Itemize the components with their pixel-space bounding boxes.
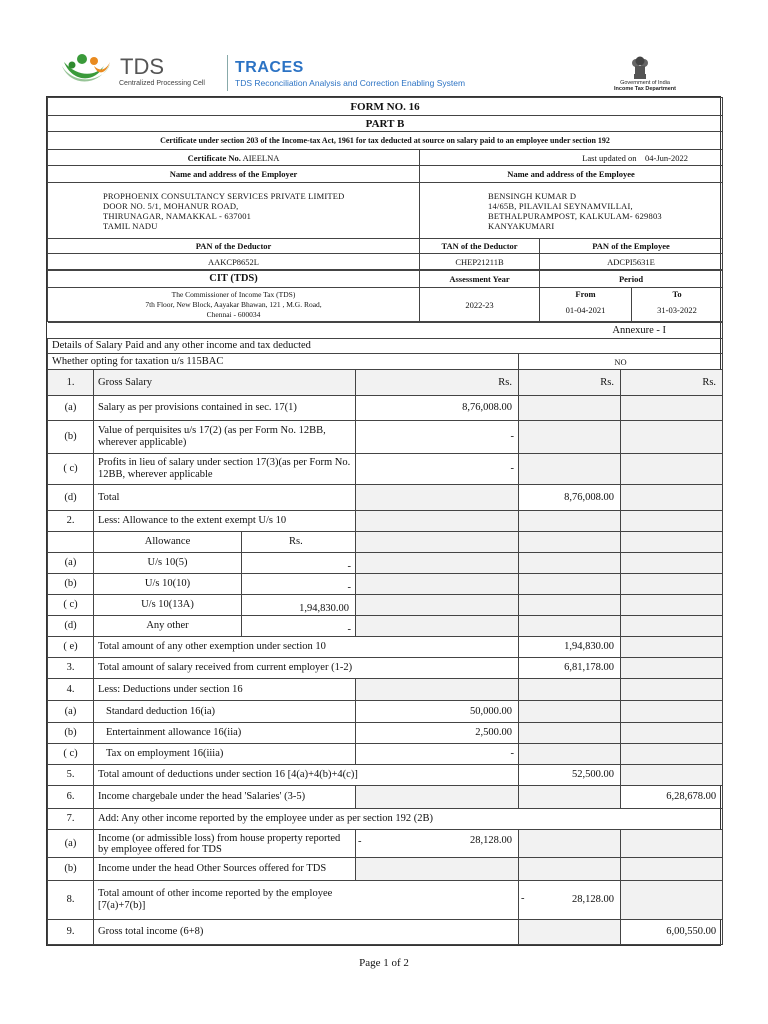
national-emblem-icon — [628, 52, 652, 82]
empty-cell — [621, 744, 723, 765]
row-label: Add: Any other income reported by the employee under as per section 192 (2B) — [94, 809, 723, 830]
cit-line: 7th Floor, New Block, Aayakar Bhawan, 121 , M.G. Road, — [145, 299, 322, 309]
amount: 6,00,550.00 — [621, 920, 723, 945]
last-updated — [420, 150, 723, 166]
row-label: Total amount of deductions under section 16 [4(a)+4(b)+4(c)] — [94, 765, 519, 786]
empty-cell — [519, 858, 621, 881]
cert-no-value: AIEELNA — [242, 152, 280, 163]
tds-logo-icon — [60, 52, 120, 86]
empty-cell — [621, 830, 723, 858]
form16-part-b — [46, 96, 721, 946]
amount: 52,500.00 — [519, 765, 621, 786]
tan-deductor-label: TAN of the Deductor — [420, 239, 540, 254]
amount: 50,000.00 — [356, 701, 519, 723]
row-label: Any other — [94, 616, 242, 637]
row-number: 4. — [48, 679, 94, 701]
rs-heading: Rs. — [242, 532, 356, 553]
row-number: 2. — [48, 511, 94, 532]
row-number: 7. — [48, 809, 94, 830]
row-number: (b) — [48, 421, 94, 454]
amount: 8,76,008.00 — [519, 485, 621, 511]
row-label: Income chargebale under the head 'Salaries' (3-5) — [94, 786, 356, 809]
empty-cell — [621, 723, 723, 744]
row-number: 3. — [48, 658, 94, 679]
row-label: Total amount of salary received from current employer (1-2) — [94, 658, 519, 679]
row-number: ( c) — [48, 454, 94, 485]
pan-employee-label: PAN of the Employee — [540, 239, 723, 254]
employer-line: PROPHOENIX CONSULTANCY SERVICES PRIVATE LIMITED — [103, 190, 345, 201]
empty-cell — [356, 858, 519, 881]
row-label: Income (or admissible loss) from house property reported by employee offered for TDS — [94, 830, 356, 858]
empty-cell — [519, 701, 621, 723]
to-label: To — [632, 288, 723, 300]
amount: 1,94,830.00 — [242, 595, 356, 616]
employee-line: BETHALPURAMPOST, KALKULAM- 629803 — [488, 210, 662, 221]
opting-label: Whether opting for taxation u/s 115BAC — [48, 354, 519, 370]
page-number: Page 1 of 2 — [359, 957, 409, 969]
period-label: Period — [540, 271, 723, 288]
empty-cell — [519, 574, 621, 595]
row-number: ( e) — [48, 637, 94, 658]
empty-cell — [519, 532, 621, 553]
cit-address — [48, 288, 420, 322]
empty-cell — [621, 595, 723, 616]
row-label: Total amount of other income reported by the employee [7(a)+7(b)] — [94, 881, 519, 920]
amount: - — [242, 553, 356, 574]
empty-cell — [519, 595, 621, 616]
empty-cell — [356, 574, 519, 595]
empty-cell — [356, 786, 519, 809]
empty-cell — [621, 858, 723, 881]
row-label: Profits in lieu of salary under section 17(3)(as per Form No. 12BB, wherever applicable — [94, 454, 356, 485]
row-label: Total amount of any other exemption under section 10 — [94, 637, 519, 658]
amount: - — [356, 421, 519, 454]
cpc-text: Centralized Processing Cell — [119, 80, 205, 87]
row-number: 9. — [48, 920, 94, 945]
annexure: Annexure - I — [48, 323, 723, 339]
empty-cell — [356, 616, 519, 637]
row-number: (a) — [48, 701, 94, 723]
row-number: (d) — [48, 485, 94, 511]
row-label: Salary as per provisions contained in sec. 17(1) — [94, 396, 356, 421]
row-number: 8. — [48, 881, 94, 920]
cert-no-label: Certificate No. — [187, 152, 241, 163]
amount: - — [242, 616, 356, 637]
empty-cell — [519, 679, 621, 701]
to-date: 31-03-2022 — [632, 300, 723, 322]
goi-text — [600, 80, 690, 92]
empty-cell — [621, 532, 723, 553]
amount-cell — [356, 830, 519, 858]
row-number: 6. — [48, 786, 94, 809]
salary-table — [47, 322, 723, 945]
empty-cell — [519, 511, 621, 532]
form-title: FORM NO. 16 — [48, 98, 723, 116]
pan-employee: ADCPI5631E — [540, 254, 723, 270]
tan-deductor: CHEP21211B — [420, 254, 540, 270]
row-label: U/s 10(5) — [94, 553, 242, 574]
amount: 2,500.00 — [356, 723, 519, 744]
empty-cell — [621, 553, 723, 574]
last-updated-label: Last updated on — [582, 152, 637, 163]
row-number: (d) — [48, 616, 94, 637]
cit-line: The Commissioner of Income Tax (TDS) — [171, 289, 296, 299]
empty-cell — [621, 616, 723, 637]
empty-cell — [621, 658, 723, 679]
row-label: Gross total income (6+8) — [94, 920, 519, 945]
allowance-heading: Allowance — [94, 532, 242, 553]
empty-cell — [356, 511, 519, 532]
empty-cell — [621, 454, 723, 485]
rs-heading: Rs. — [519, 370, 621, 396]
empty-cell — [356, 532, 519, 553]
amount: - — [356, 454, 519, 485]
empty-cell — [519, 421, 621, 454]
empty-cell — [519, 616, 621, 637]
empty-cell — [356, 485, 519, 511]
empty-cell — [519, 744, 621, 765]
traces-subtitle: TDS Reconciliation Analysis and Correction Enabling System — [235, 78, 466, 88]
employer-line: TAMIL NADU — [103, 220, 158, 231]
empty-cell — [621, 396, 723, 421]
amount: 1,94,830.00 — [519, 637, 621, 658]
empty-cell — [356, 553, 519, 574]
empty-cell — [621, 637, 723, 658]
from-date: 01-04-2021 — [540, 300, 632, 322]
row-label: U/s 10(10) — [94, 574, 242, 595]
row-label: Gross Salary — [94, 370, 356, 396]
row-label: Tax on employment 16(iiia) — [94, 744, 356, 765]
goi-line-1: Government of India — [620, 80, 670, 86]
employer-line: THIRUNAGAR, NAMAKKAL - 637001 — [103, 210, 252, 221]
empty-cell — [621, 765, 723, 786]
empty-cell — [356, 595, 519, 616]
employee-address — [420, 183, 723, 239]
row-number: (a) — [48, 396, 94, 421]
amount: 8,76,008.00 — [356, 396, 519, 421]
empty-cell — [519, 786, 621, 809]
row-number: ( c) — [48, 595, 94, 616]
amount: 28,128.00 — [470, 834, 512, 846]
row-number: (a) — [48, 830, 94, 858]
assessment-year: 2022-23 — [420, 288, 540, 322]
row-number: (b) — [48, 858, 94, 881]
row-label: Standard deduction 16(ia) — [94, 701, 356, 723]
minus-sign: - — [358, 836, 362, 847]
row-number: (b) — [48, 574, 94, 595]
details-heading: Details of Salary Paid and any other income and tax deducted — [48, 339, 723, 354]
empty-cell — [519, 454, 621, 485]
row-label: Less: Allowance to the extent exempt U/s 10 — [94, 511, 356, 532]
row-number: (a) — [48, 553, 94, 574]
rs-heading: Rs. — [621, 370, 723, 396]
traces-wordmark: TRACES — [235, 59, 304, 76]
row-label: Less: Deductions under section 16 — [94, 679, 356, 701]
employer-head: Name and address of the Employer — [48, 166, 420, 183]
tds-wordmark: TDS — [120, 54, 164, 79]
row-number: 1. — [48, 370, 94, 396]
pan-deductor-label: PAN of the Deductor — [48, 239, 420, 254]
empty-cell — [621, 679, 723, 701]
amount: 28,128.00 — [572, 894, 614, 905]
empty-cell — [621, 421, 723, 454]
empty-cell — [519, 553, 621, 574]
empty-cell — [519, 920, 621, 945]
header-divider — [227, 55, 228, 91]
opting-value: NO — [519, 354, 723, 370]
amount: - — [242, 574, 356, 595]
row-label: Income under the head Other Sources offered for TDS — [94, 858, 356, 881]
row-label: Total — [94, 485, 356, 511]
row-label: U/s 10(13A) — [94, 595, 242, 616]
cit-table — [47, 270, 723, 322]
employee-head: Name and address of the Employee — [420, 166, 723, 183]
assessment-year-label: Assessment Year — [420, 271, 540, 288]
empty-cell — [519, 830, 621, 858]
employee-line: BENSINGH KUMAR D — [488, 190, 577, 201]
goi-line-2: Income Tax Department — [614, 86, 676, 92]
employee-line: 14/65B, PILAVILAI SEYNAMVILLAI, — [488, 200, 633, 211]
certificate-desc: Certificate under section 203 of the Income-tax Act, 1961 for tax deducted at source on salary paid to an employee under section 192 — [48, 132, 723, 150]
from-label: From — [540, 288, 632, 300]
form-header-table — [47, 97, 723, 270]
employer-address — [48, 183, 420, 239]
amount-cell — [519, 881, 621, 920]
cit-label: CIT (TDS) — [48, 271, 420, 288]
employee-line: KANYAKUMARI — [488, 220, 555, 231]
empty-cell — [621, 574, 723, 595]
last-updated-value: 04-Jun-2022 — [645, 152, 688, 163]
minus-sign: - — [521, 893, 525, 904]
empty-cell — [519, 723, 621, 744]
row-number: 5. — [48, 765, 94, 786]
empty-cell — [621, 511, 723, 532]
certificate-no — [48, 150, 420, 166]
amount: 6,81,178.00 — [519, 658, 621, 679]
cit-line: Chennai - 600034 — [206, 309, 261, 319]
row-number: ( c) — [48, 744, 94, 765]
rs-heading: Rs. — [356, 370, 519, 396]
empty-cell — [356, 679, 519, 701]
row-label: Value of perquisites u/s 17(2) (as per Form No. 12BB, wherever applicable) — [94, 421, 356, 454]
empty-cell — [621, 701, 723, 723]
amount: - — [356, 744, 519, 765]
empty-cell — [621, 485, 723, 511]
form-part: PART B — [48, 116, 723, 132]
employer-line: DOOR NO. 5/1, MOHANUR ROAD, — [103, 200, 239, 211]
header — [0, 0, 768, 96]
empty-cell — [621, 881, 723, 920]
empty-cell — [48, 532, 94, 553]
pan-deductor: AAKCP8652L — [48, 254, 420, 270]
row-label: Entertainment allowance 16(iia) — [94, 723, 356, 744]
row-number: (b) — [48, 723, 94, 744]
empty-cell — [519, 396, 621, 421]
amount: 6,28,678.00 — [621, 786, 723, 809]
